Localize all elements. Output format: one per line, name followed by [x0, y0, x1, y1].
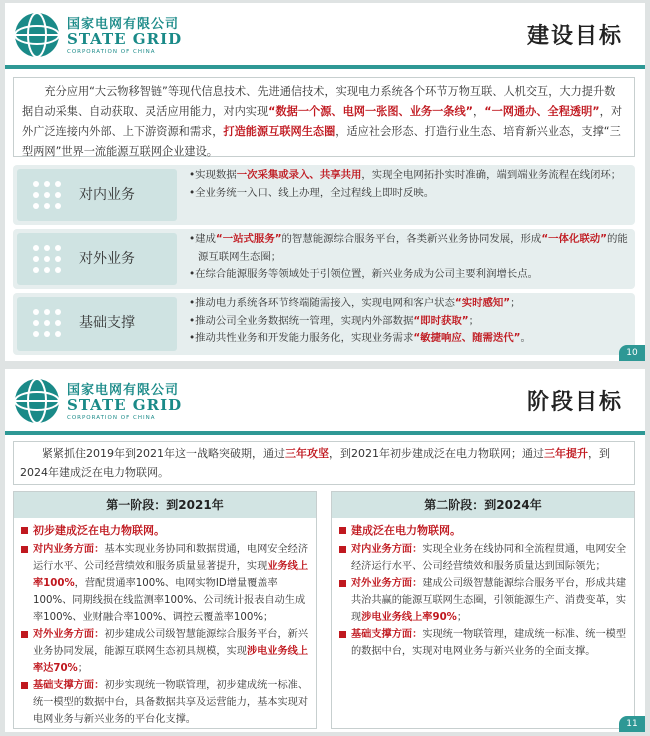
text-run: •推动共性业务和开发能力服务化，实现业务需求 — [189, 332, 414, 344]
text-run: ； — [77, 663, 88, 674]
row-label-box — [17, 233, 177, 285]
dot — [44, 320, 50, 326]
bullet-item — [189, 313, 629, 331]
highlight-text: 对内业务方面： — [351, 544, 423, 555]
bullet-item — [189, 185, 629, 203]
dot — [44, 203, 50, 209]
text-run: ，到2021年初步建成泛在电力物联网；通过 — [329, 447, 544, 460]
text-run: ； — [510, 297, 521, 309]
dot — [55, 267, 61, 273]
company-subtitle: CORPORATION OF CHINA — [67, 415, 156, 421]
bullet-item — [189, 167, 629, 185]
highlight-text: 初步建成泛在电力物联网。 — [33, 524, 165, 537]
slide-title: 阶段目标 — [526, 390, 623, 415]
text-run: 充分应用“大云物移智链”等现代信息技术、先进通信技术，实现电力系统各个环节万物互联、人机交互，大力提升数据自动采集、自动获取、灵活应用能力，对内实现 — [22, 85, 616, 118]
company-name: 国家电网有限公司 — [67, 17, 180, 32]
stage-item — [338, 626, 628, 660]
slide-header — [5, 3, 645, 65]
grid-dots-icon — [33, 181, 63, 211]
company-name: 国家电网有限公司 — [67, 383, 180, 398]
text-run: ，适应社会形态、打造行业生态、培育新兴业态，支撑“三型两网”世界一流能源互联网企业建设。 — [22, 125, 621, 158]
dot — [44, 192, 50, 198]
highlight-text: “敏捷响应、随需迭代” — [413, 332, 521, 344]
dot — [44, 256, 50, 262]
text-run: 紧紧抓住2019年到2021年这一战略突破期，通过 — [42, 447, 285, 460]
dot — [55, 192, 61, 198]
goal-row-foundation — [13, 293, 635, 355]
dot — [44, 309, 50, 315]
company-name-en: STATE GRID — [67, 30, 183, 48]
dot — [55, 309, 61, 315]
dot — [44, 245, 50, 251]
highlight-text: 三年提升 — [544, 447, 588, 460]
text-run: 初步建成公司级智慧能源综合服务平台，新兴业务协同发展，能源互联网生态初具规模，实现 — [33, 629, 309, 657]
highlight-text: 三年攻坚 — [285, 447, 329, 460]
stage-item — [338, 575, 628, 626]
highlight-text: 对外业务方面： — [33, 629, 105, 640]
dot — [33, 309, 39, 315]
text-run: ； — [468, 314, 479, 327]
dot — [33, 256, 39, 262]
dot — [33, 267, 39, 273]
bullet-item — [189, 231, 629, 266]
dot — [55, 256, 61, 262]
dot — [33, 181, 39, 187]
row-label: 对外业务 — [79, 251, 135, 267]
text-run: 。 — [520, 332, 531, 344]
row-label-box — [17, 169, 177, 221]
highlight-text: 涉电业务线上率90% — [361, 612, 457, 623]
stage-heading: 第二阶段：到2024年 — [332, 492, 634, 518]
goal-row-internal — [13, 165, 635, 225]
text-run: ； — [456, 612, 468, 623]
stage-item — [20, 541, 310, 626]
grid-dots-icon — [33, 309, 63, 339]
header-divider — [5, 431, 645, 435]
text-run: 基本实现业务协同和数据贯通，电网安全经济运行水平、公司经营绩效和服务质量显著提升，实现 — [33, 544, 309, 572]
highlight-text: “数据一个源、电网一张图、业务一条线” — [268, 105, 474, 118]
company-subtitle: CORPORATION OF CHINA — [67, 49, 156, 55]
row-bullets — [189, 167, 629, 202]
highlight-text: 建成泛在电力物联网。 — [351, 524, 461, 537]
page-number: 11 — [619, 716, 645, 732]
dot — [33, 203, 39, 209]
highlight-text: 打造能源互联网生态圈 — [223, 125, 336, 138]
text-run: •推动公司全业务数据统一管理，实现内外部数据 — [189, 314, 414, 327]
dot — [44, 267, 50, 273]
text-run: •在综合能源服务等领域处于引领位置，新兴业务成为公司主要利润增长点。 — [189, 268, 539, 280]
slide-construction-goals — [5, 3, 645, 361]
text-run: 实现统一物联管理，建成统一标准、统一模型的数据中台，实现对电网业务与新兴业务的全面支撑。 — [351, 629, 627, 657]
row-bullets — [189, 231, 629, 284]
text-run: •实现数据 — [189, 169, 237, 181]
intro-paragraph — [13, 77, 635, 157]
text-run: ，营配贯通率100%、电网实物ID增量覆盖率100%、同期线损在线监测率100%、公司统计报表自动生成率100%、业财融合率100%、调控云覆盖率100%； — [33, 578, 306, 623]
text-run: 初步实现统一物联管理，初步建成统一标准、统一模型的数据中台，具备数据共享及运营能力，基本实现对电网业务与新兴业务的平台化支撑。 — [33, 680, 309, 725]
dot — [55, 331, 61, 337]
stage-two-column — [331, 491, 635, 729]
stage-items — [332, 518, 634, 664]
highlight-text: 对外业务方面： — [351, 578, 423, 589]
row-label: 对内业务 — [79, 187, 135, 203]
stage-item — [338, 522, 628, 539]
stage-item — [20, 626, 310, 677]
highlight-text: “实时感知” — [454, 297, 511, 309]
dot — [55, 245, 61, 251]
text-run: ，到2024年建成泛在电力物联网。 — [20, 447, 610, 479]
text-run: ， — [473, 105, 485, 118]
row-label: 基础支撑 — [79, 315, 135, 331]
row-label-box — [17, 297, 177, 351]
slide-stage-goals — [5, 369, 645, 732]
bullet-item — [189, 266, 629, 284]
header-divider — [5, 65, 645, 69]
stage-one-column — [13, 491, 317, 729]
dot — [55, 181, 61, 187]
highlight-text: 业务线上率100% — [33, 561, 309, 589]
dot — [33, 331, 39, 337]
highlight-text: 对内业务方面： — [33, 544, 105, 555]
text-run: ，实现全电网拓扑实时准确，端到端业务流程在线闭环； — [361, 169, 622, 181]
highlight-text: 基础支撑方面： — [33, 680, 105, 691]
page-number: 10 — [619, 345, 645, 361]
text-run: •建成 — [189, 233, 216, 245]
dot — [33, 192, 39, 198]
text-run: •推动电力系统各环节终端随需接入，实现电网和客户状态 — [189, 297, 455, 309]
company-name-en: STATE GRID — [67, 396, 183, 414]
dot — [33, 320, 39, 326]
stage-items — [14, 518, 316, 732]
highlight-text: “一站式服务” — [215, 233, 282, 245]
state-grid-logo-icon — [13, 11, 61, 59]
text-run: 的能源互联网生态圈； — [198, 233, 628, 263]
text-run: •全业务统一入口、线上办理，全过程线上即时反映。 — [189, 186, 435, 199]
row-bullets — [189, 295, 629, 348]
dot — [55, 203, 61, 209]
text-run: 的智慧能源综合服务平台，各类新兴业务协同发展，形成 — [281, 233, 542, 245]
stage-item — [338, 541, 628, 575]
dot — [55, 320, 61, 326]
stage-heading: 第一阶段：到2021年 — [14, 492, 316, 518]
highlight-text: 一次采集或录入、共享共用 — [236, 169, 362, 181]
slide-title: 建设目标 — [526, 24, 623, 49]
goal-row-external — [13, 229, 635, 289]
text-run: 建成公司级智慧能源综合服务平台，形成共建共治共赢的能源互联网生态圈，引领能源生产、消费变革，实现 — [351, 578, 627, 623]
text-run: ，对外广泛连接内外部、上下游资源和需求， — [22, 105, 623, 138]
highlight-text: 基础支撑方面： — [351, 629, 423, 640]
stage-item — [20, 522, 310, 539]
highlight-text: “一体化联动” — [541, 233, 607, 245]
highlight-text: 涉电业务线上率达70% — [33, 646, 309, 674]
dot — [33, 245, 39, 251]
stage-item — [20, 677, 310, 728]
bullet-item — [189, 295, 629, 313]
dot — [44, 181, 50, 187]
grid-dots-icon — [33, 245, 63, 275]
slide-header — [5, 369, 645, 431]
bullet-item — [189, 330, 629, 348]
highlight-text: “即时获取” — [413, 314, 469, 327]
text-run: 实现全业务在线协同和全流程贯通，电网安全经济运行水平、公司经营绩效和服务质量达到国际领先； — [351, 544, 627, 572]
state-grid-logo-icon — [13, 377, 61, 425]
intro-paragraph — [13, 441, 635, 485]
highlight-text: “一网通办、全程透明” — [484, 105, 600, 118]
dot — [44, 331, 50, 337]
